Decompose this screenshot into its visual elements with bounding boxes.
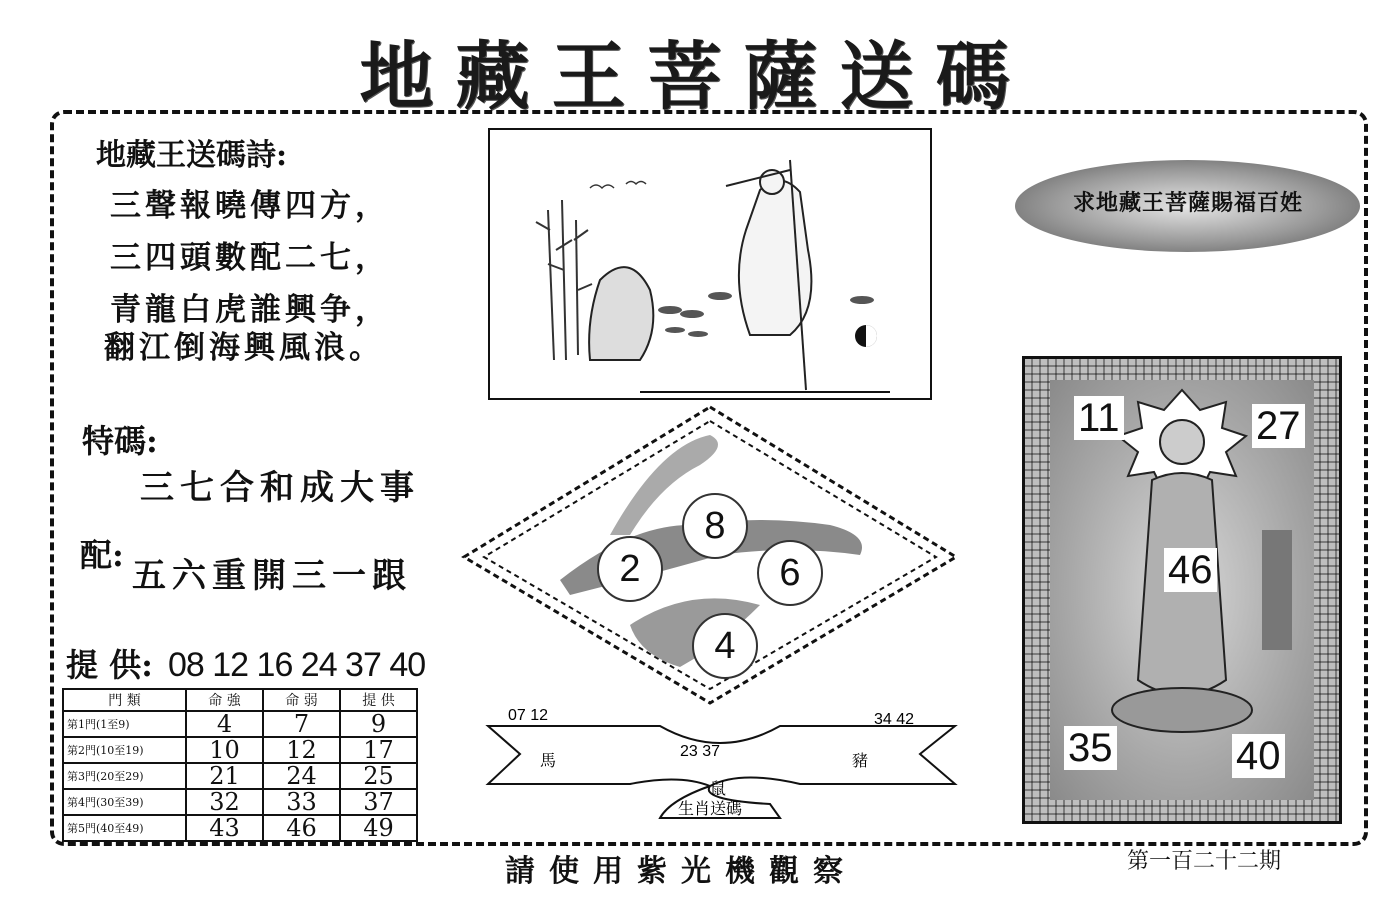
uv-light-notice: 請使用紫光機觀察 <box>505 854 857 889</box>
cell-provide: 17 <box>340 737 417 763</box>
zodiac-ribbon <box>480 700 960 830</box>
table-header: 命 強 <box>186 689 263 711</box>
poem-line-3: 青龍白虎誰興争， <box>110 292 390 328</box>
provide-label: 提 供: <box>66 646 153 684</box>
panel-number-center: 46 <box>1164 548 1217 592</box>
zodiac-right-animal: 豬 <box>852 751 869 770</box>
number-diamond <box>460 405 960 705</box>
row-label: 第1門(1至9) <box>63 711 186 737</box>
zodiac-left-numbers: 07 12 <box>508 707 549 724</box>
cell-weak: 33 <box>263 789 340 815</box>
table-row <box>63 737 417 763</box>
table-header: 提 供 <box>340 689 417 711</box>
cell-strong: 32 <box>186 789 263 815</box>
number-ball-bottom: 4 <box>692 613 758 679</box>
cell-weak: 46 <box>263 815 340 841</box>
panel-number-top-left: 11 <box>1074 396 1124 440</box>
monk-illustration <box>490 130 930 398</box>
cell-provide: 25 <box>340 763 417 789</box>
number-ball-right: 6 <box>757 540 823 606</box>
panel-number-top-right: 27 <box>1252 404 1305 448</box>
cell-strong: 4 <box>186 711 263 737</box>
pair-text: 五六重開三一跟 <box>132 556 412 596</box>
cell-strong: 21 <box>186 763 263 789</box>
number-ball-top: 8 <box>682 493 748 559</box>
poem-line-4: 翻江倒海興風浪。 <box>104 330 384 366</box>
table-header: 命 弱 <box>263 689 340 711</box>
number-table <box>62 688 418 842</box>
row-label: 第3門(20至29) <box>63 763 186 789</box>
zodiac-center-animal: 鼠 <box>710 779 727 798</box>
cell-provide: 49 <box>340 815 417 841</box>
pair-label: 配: <box>80 536 124 574</box>
cell-provide: 37 <box>340 789 417 815</box>
blessing-text: 求地藏王菩薩賜福百姓 <box>1072 190 1303 216</box>
table-header: 門 類 <box>63 689 186 711</box>
table-row <box>63 789 417 815</box>
zodiac-center-numbers: 23 37 <box>680 743 721 760</box>
panel-number-bottom-left: 35 <box>1064 726 1117 770</box>
special-code-text: 三七合和成大事 <box>140 468 420 508</box>
issue-number: 第一百二十二期 <box>1127 849 1282 874</box>
zodiac-left-animal: 馬 <box>540 751 557 770</box>
provide-numbers: 08 12 16 24 37 40 <box>168 646 426 684</box>
cell-weak: 24 <box>263 763 340 789</box>
page-title: 地藏王菩薩送碼 <box>359 34 1032 120</box>
table-row <box>63 763 417 789</box>
table-row <box>63 711 417 737</box>
cell-strong: 10 <box>186 737 263 763</box>
panel-number-bottom-right: 40 <box>1232 734 1285 778</box>
cell-strong: 43 <box>186 815 263 841</box>
cell-weak: 7 <box>263 711 340 737</box>
cell-weak: 12 <box>263 737 340 763</box>
poem-title: 地藏王送碼詩: <box>96 138 288 173</box>
illustration-box <box>488 128 932 400</box>
special-code-label: 特碼: <box>82 422 158 460</box>
cell-provide: 9 <box>340 711 417 737</box>
number-ball-left: 2 <box>597 536 663 602</box>
poem-line-1: 三聲報曉傳四方， <box>110 188 390 224</box>
row-label: 第2門(10至19) <box>63 737 186 763</box>
zodiac-caption: 生肖送碼 <box>678 799 743 818</box>
zodiac-right-numbers: 34 42 <box>874 711 915 728</box>
poem-line-2: 三四頭數配二七， <box>110 240 390 276</box>
table-header-row <box>63 689 417 711</box>
row-label: 第5門(40至49) <box>63 815 186 841</box>
row-label: 第4門(30至39) <box>63 789 186 815</box>
table-row <box>63 815 417 841</box>
